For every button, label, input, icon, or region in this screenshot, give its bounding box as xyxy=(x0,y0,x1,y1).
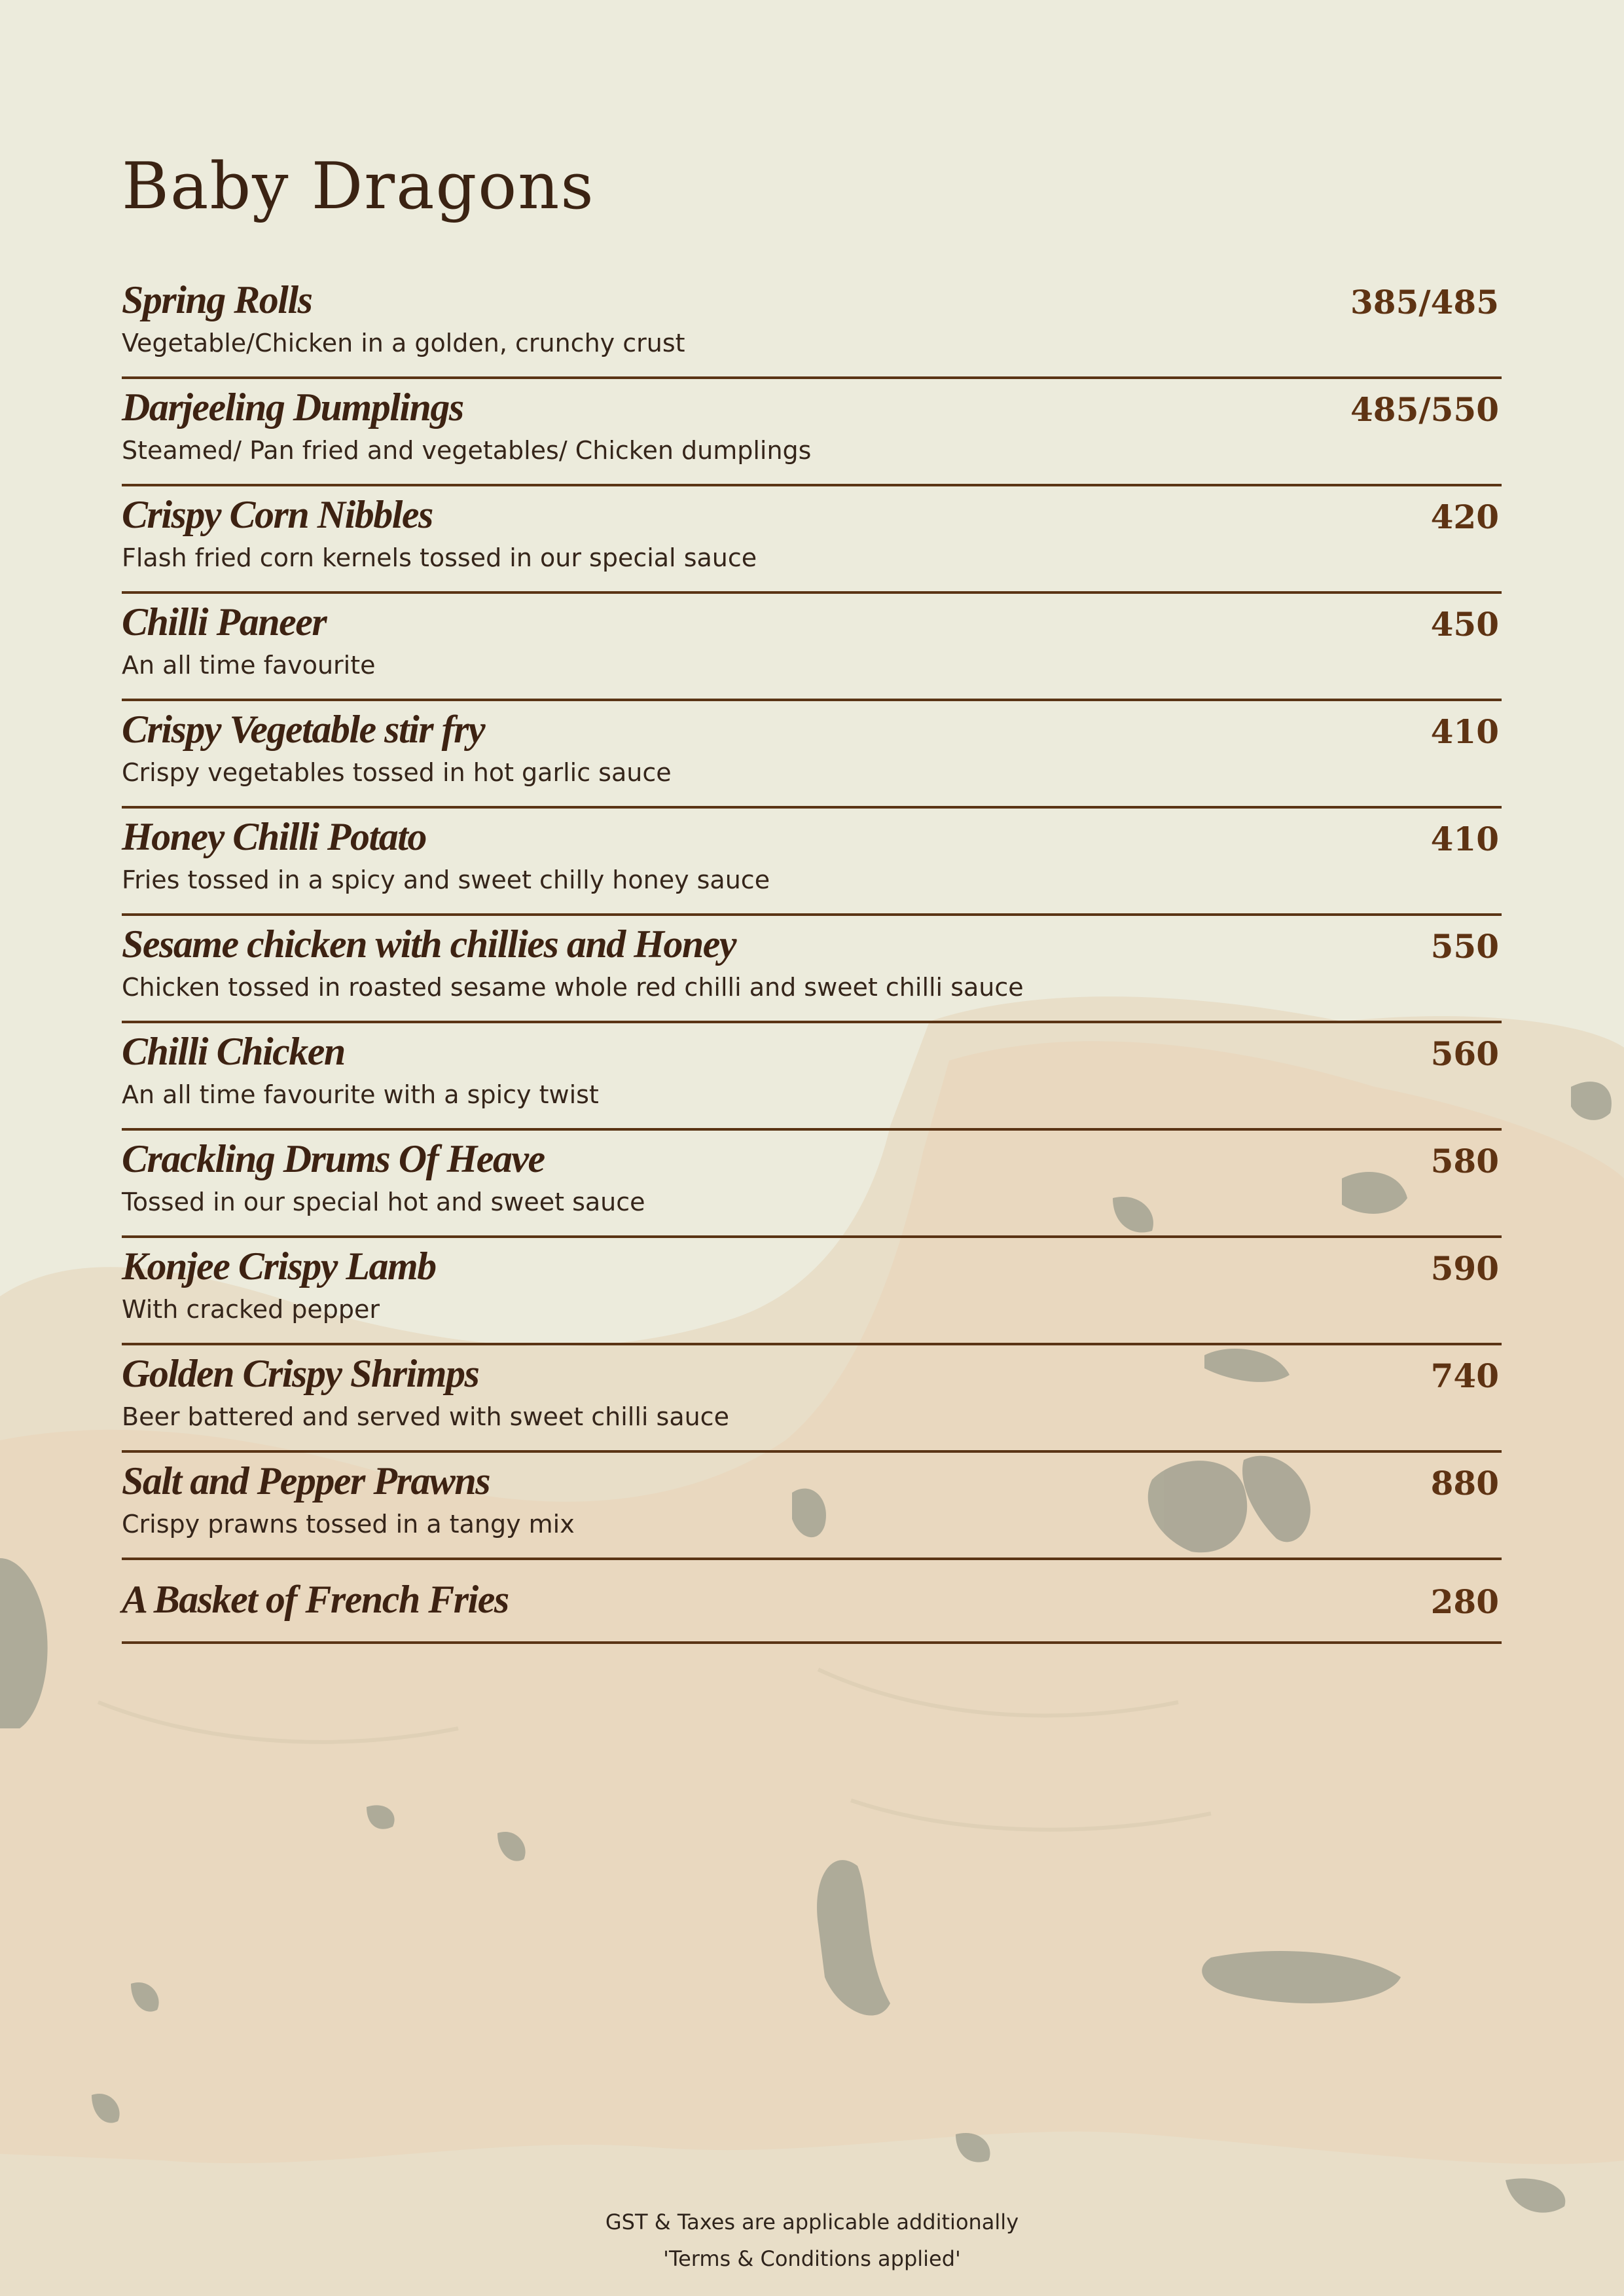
menu-item-description: Crispy vegetables tossed in hot garlic sauce xyxy=(122,758,672,787)
menu-list xyxy=(122,275,1502,1647)
menu-item-name: Spring Rolls xyxy=(122,278,312,321)
menu-item-description: With cracked pepper xyxy=(122,1295,380,1324)
menu-item-basket-of-french-fries xyxy=(122,1575,1502,1644)
menu-item-description: Chicken tossed in roasted sesame whole red chilli and sweet chilli sauce xyxy=(122,973,1024,1002)
menu-item-price: 580 xyxy=(1430,1142,1499,1180)
menu-item-price: 420 xyxy=(1430,498,1499,536)
menu-item-crackling-drums xyxy=(122,1134,1502,1238)
menu-item-price: 280 xyxy=(1430,1582,1499,1621)
menu-item-price: 880 xyxy=(1430,1464,1499,1503)
menu-item-description: Vegetable/Chicken in a golden, crunchy crust xyxy=(122,329,685,357)
menu-item-description: Tossed in our special hot and sweet sauce xyxy=(122,1188,645,1216)
menu-item-price: 740 xyxy=(1430,1357,1499,1395)
menu-item-darjeeling-dumplings xyxy=(122,382,1502,486)
menu-item-description: An all time favourite with a spicy twist xyxy=(122,1080,599,1109)
menu-item-konjee-crispy-lamb xyxy=(122,1241,1502,1345)
menu-item-name: Honey Chilli Potato xyxy=(122,815,426,858)
menu-item-name: Konjee Crispy Lamb xyxy=(122,1245,436,1288)
footer-note xyxy=(0,2204,1624,2277)
footer-terms-note: 'Terms & Conditions applied' xyxy=(663,2246,961,2271)
menu-item-crispy-vegetable-stir-fry xyxy=(122,704,1502,809)
menu-item-price: 385/485 xyxy=(1350,283,1499,321)
menu-item-sesame-chicken xyxy=(122,919,1502,1023)
menu-item-description: Fries tossed in a spicy and sweet chilly honey sauce xyxy=(122,866,770,894)
menu-item-crispy-corn-nibbles xyxy=(122,490,1502,594)
menu-item-golden-crispy-shrimps xyxy=(122,1349,1502,1453)
menu-item-price: 560 xyxy=(1430,1034,1499,1073)
menu-item-price: 550 xyxy=(1430,927,1499,966)
menu-item-description: Crispy prawns tossed in a tangy mix xyxy=(122,1510,575,1539)
page-title: Baby Dragons xyxy=(122,149,595,224)
menu-item-chilli-paneer xyxy=(122,597,1502,701)
menu-item-name: Chilli Chicken xyxy=(122,1030,345,1073)
menu-item-price: 590 xyxy=(1430,1249,1499,1288)
menu-item-name: A Basket of French Fries xyxy=(122,1578,509,1621)
menu-item-description: An all time favourite xyxy=(122,651,376,680)
menu-item-name: Crispy Corn Nibbles xyxy=(122,493,433,536)
menu-item-salt-and-pepper-prawns xyxy=(122,1456,1502,1560)
menu-item-description: Steamed/ Pan fried and vegetables/ Chicken dumplings xyxy=(122,436,812,465)
menu-item-name: Salt and Pepper Prawns xyxy=(122,1459,490,1503)
menu-item-description: Beer battered and served with sweet chilli sauce xyxy=(122,1402,729,1431)
menu-item-name: Crispy Vegetable stir fry xyxy=(122,708,485,751)
menu-item-name: Sesame chicken with chillies and Honey xyxy=(122,922,736,966)
menu-item-price: 410 xyxy=(1430,712,1499,751)
footer-taxes-note: GST & Taxes are applicable additionally xyxy=(605,2210,1019,2234)
menu-item-price: 410 xyxy=(1430,820,1499,858)
menu-item-price: 485/550 xyxy=(1350,390,1499,429)
menu-item-name: Darjeeling Dumplings xyxy=(122,386,463,429)
menu-item-name: Golden Crispy Shrimps xyxy=(122,1352,479,1395)
menu-item-spring-rolls xyxy=(122,275,1502,379)
menu-item-chilli-chicken xyxy=(122,1027,1502,1131)
menu-item-price: 450 xyxy=(1430,605,1499,644)
menu-item-name: Crackling Drums Of Heave xyxy=(122,1137,545,1180)
menu-item-description: Flash fried corn kernels tossed in our special sauce xyxy=(122,543,757,572)
menu-item-honey-chilli-potato xyxy=(122,812,1502,916)
menu-item-name: Chilli Paneer xyxy=(122,600,327,644)
